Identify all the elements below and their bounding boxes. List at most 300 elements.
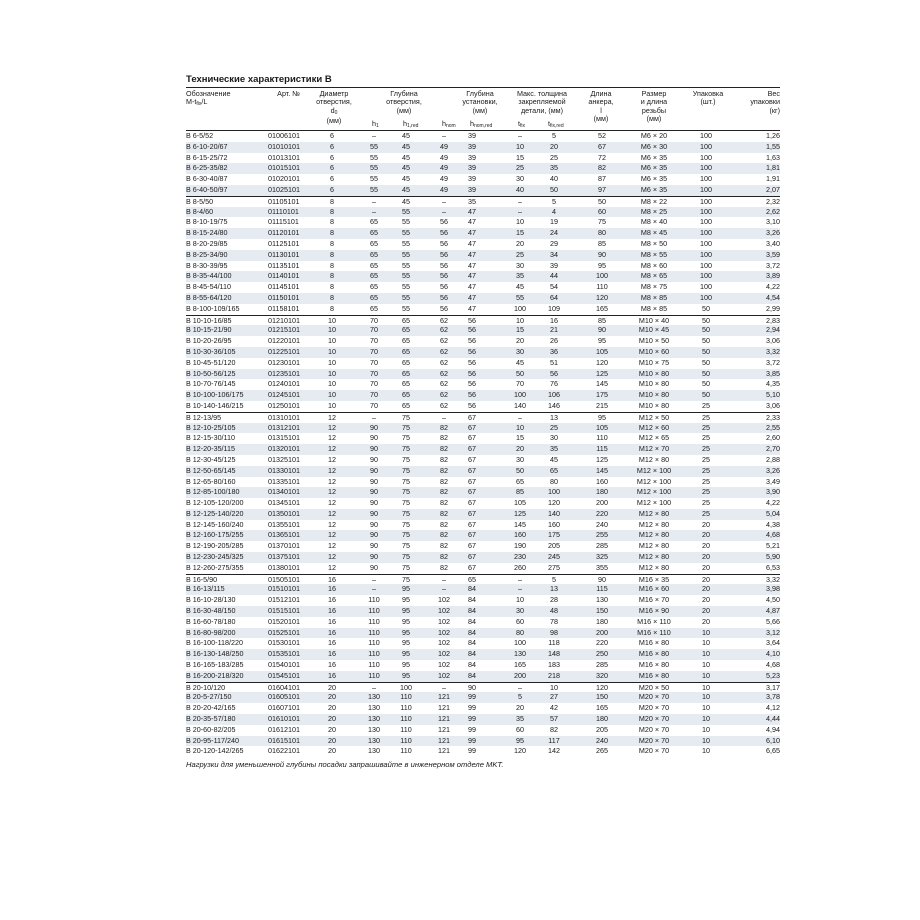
cell-designation: B 12-65-80/160 (186, 476, 236, 486)
cell-h1: – (372, 196, 376, 206)
cell-h1red: 95 (402, 584, 410, 594)
cell-designation: B 10-20-26/95 (186, 336, 232, 346)
cell-hnom: 62 (440, 336, 448, 346)
cell-diameter: 20 (328, 714, 336, 724)
cell-hnomred: 67 (468, 422, 476, 432)
cell-tfix: 45 (516, 357, 524, 367)
cell-art: 01310101 (268, 412, 300, 422)
cell-art: 01335101 (268, 476, 300, 486)
cell-hnom: 102 (438, 670, 450, 680)
cell-h1: 110 (368, 616, 380, 626)
cell-h1: 90 (370, 476, 378, 486)
cell-tfixred: 10 (550, 682, 558, 692)
cell-h1red: 110 (400, 735, 412, 745)
cell-h1: 70 (370, 315, 378, 325)
cell-pack: 10 (702, 703, 710, 713)
cell-tfixred: 20 (550, 141, 558, 151)
cell-thread: M12 × 80 (638, 562, 670, 572)
header-tfixred: $t_{fix,red}$ (548, 119, 564, 129)
cell-pack: 10 (702, 682, 710, 692)
cell-h1red: 95 (402, 660, 410, 670)
cell-tfixred: 13 (550, 584, 558, 594)
cell-weight: 3,85 (766, 368, 780, 378)
cell-length: 110 (596, 433, 608, 443)
cell-thread: M12 × 50 (638, 412, 670, 422)
cell-hnomred: 56 (468, 336, 476, 346)
cell-hnomred: 67 (468, 465, 476, 475)
cell-tfix: 260 (514, 562, 526, 572)
cell-h1red: 75 (402, 508, 410, 518)
cell-thread: M12 × 100 (636, 498, 672, 508)
table-row (186, 379, 780, 390)
cell-h1red: 75 (402, 476, 410, 486)
cell-length: 285 (596, 660, 608, 670)
cell-hnomred: 84 (468, 616, 476, 626)
cell-tfixred: 82 (550, 724, 558, 734)
cell-tfixred: 183 (548, 660, 560, 670)
cell-designation: B 6-40-50/97 (186, 184, 228, 194)
cell-diameter: 8 (330, 260, 334, 270)
cell-h1: 70 (370, 379, 378, 389)
cell-tfix: 100 (514, 303, 526, 313)
table-row (186, 617, 780, 628)
cell-tfix: 95 (516, 735, 524, 745)
header-h1: $h_1$ (372, 119, 379, 129)
table-row (186, 336, 780, 347)
cell-diameter: 8 (330, 228, 334, 238)
cell-h1red: 110 (400, 714, 412, 724)
cell-designation: B 12-125-140/220 (186, 508, 244, 518)
cell-pack: 10 (702, 649, 710, 659)
cell-hnomred: 67 (468, 530, 476, 540)
table-header (186, 88, 780, 130)
cell-diameter: 8 (330, 196, 334, 206)
cell-h1red: 75 (402, 562, 410, 572)
cell-thread: M16 × 110 (637, 616, 671, 626)
cell-pack: 100 (700, 163, 712, 173)
cell-designation: B 8-30-39/95 (186, 260, 228, 270)
cell-tfix: – (518, 682, 522, 692)
cell-hnom: 121 (438, 746, 450, 756)
cell-length: 95 (598, 412, 606, 422)
table-row (186, 595, 780, 606)
cell-length: 87 (598, 174, 606, 184)
cell-pack: 25 (702, 444, 710, 454)
cell-designation: B 12-230-245/325 (186, 552, 244, 562)
cell-length: 265 (596, 746, 608, 756)
cell-weight: 3,64 (766, 638, 780, 648)
cell-thread: M16 × 35 (638, 574, 670, 584)
cell-length: 95 (598, 336, 606, 346)
cell-tfix: 10 (516, 595, 524, 605)
cell-hnomred: 47 (468, 282, 476, 292)
cell-h1: 90 (370, 562, 378, 572)
cell-hnomred: 67 (468, 508, 476, 518)
cell-length: 125 (596, 454, 608, 464)
cell-h1red: 75 (402, 412, 410, 422)
cell-designation: B 16-165-183/285 (186, 660, 244, 670)
cell-length: 130 (596, 595, 608, 605)
cell-length: 150 (596, 606, 608, 616)
cell-h1red: 75 (402, 433, 410, 443)
cell-art: 01010101 (268, 141, 300, 151)
cell-hnom: – (442, 682, 446, 692)
cell-thread: M8 × 50 (640, 238, 668, 248)
cell-hnom: 121 (438, 735, 450, 745)
cell-tfix: – (518, 206, 522, 216)
cell-tfixred: 76 (550, 379, 558, 389)
cell-diameter: 12 (328, 530, 336, 540)
cell-h1: 70 (370, 357, 378, 367)
cell-diameter: 12 (328, 454, 336, 464)
cell-thread: M8 × 40 (640, 217, 668, 227)
cell-length: 165 (596, 303, 608, 313)
cell-h1: 90 (370, 530, 378, 540)
cell-weight: 3,78 (766, 692, 780, 702)
cell-designation: B 10-50-56/125 (186, 368, 236, 378)
cell-tfix: 200 (514, 670, 526, 680)
cell-weight: 1,81 (766, 163, 780, 173)
cell-h1: – (372, 412, 376, 422)
cell-art: 01115101 (268, 217, 299, 227)
cell-hnom: 121 (438, 724, 450, 734)
cell-art: 01520101 (268, 616, 300, 626)
cell-weight: 2,60 (766, 433, 780, 443)
cell-length: 160 (596, 476, 608, 486)
cell-length: 125 (596, 368, 608, 378)
cell-tfix: 55 (516, 292, 524, 302)
cell-art: 01015101 (268, 163, 300, 173)
cell-length: 255 (596, 530, 608, 540)
table-row (186, 228, 780, 239)
cell-h1red: 45 (402, 184, 410, 194)
cell-weight: 5,21 (766, 541, 780, 551)
cell-hnomred: 67 (468, 562, 476, 572)
cell-thread: M16 × 90 (638, 606, 670, 616)
cell-weight: 5,10 (766, 390, 780, 400)
cell-hnomred: 99 (468, 724, 476, 734)
cell-tfixred: 65 (550, 465, 558, 475)
cell-hnom: 82 (440, 519, 448, 529)
cell-pack: 10 (702, 735, 710, 745)
cell-h1: 90 (370, 454, 378, 464)
cell-hnom: 102 (438, 606, 450, 616)
cell-pack: 25 (702, 487, 710, 497)
cell-art: 01545101 (268, 670, 300, 680)
cell-pack: 10 (702, 627, 710, 637)
cell-designation: B 8-10-19/75 (186, 217, 228, 227)
cell-length: 120 (596, 357, 608, 367)
cell-tfix: 30 (516, 260, 524, 270)
cell-art: 01505101 (268, 574, 300, 584)
cell-hnom: 56 (440, 217, 448, 227)
cell-length: 115 (596, 444, 608, 454)
cell-hnom: 82 (440, 433, 448, 443)
cell-hnom: 82 (440, 552, 448, 562)
table-row (186, 574, 780, 585)
cell-diameter: 12 (328, 412, 336, 422)
cell-weight: 6,53 (766, 562, 780, 572)
cell-length: 175 (596, 390, 608, 400)
table-row (186, 163, 780, 174)
cell-tfixred: 21 (550, 325, 558, 335)
cell-weight: 6,65 (766, 746, 780, 756)
table-row (186, 304, 780, 315)
cell-length: 180 (596, 487, 608, 497)
cell-designation: B 12-15-30/110 (186, 433, 236, 443)
cell-hnom: 102 (438, 660, 450, 670)
cell-h1red: 75 (402, 498, 410, 508)
cell-art: 01145101 (268, 282, 300, 292)
cell-tfixred: 26 (550, 336, 558, 346)
cell-tfix: 30 (516, 454, 524, 464)
cell-diameter: 10 (328, 325, 336, 335)
cell-hnom: 82 (440, 422, 448, 432)
cell-hnomred: 39 (468, 152, 476, 162)
cell-h1: 130 (368, 724, 380, 734)
table-row (186, 423, 780, 434)
cell-length: 355 (596, 562, 608, 572)
cell-pack: 20 (702, 616, 710, 626)
cell-art: 01535101 (268, 649, 300, 659)
cell-tfix: 160 (514, 530, 526, 540)
header-art: Арт. № (277, 89, 300, 98)
table-row (186, 369, 780, 380)
cell-hnomred: 56 (468, 390, 476, 400)
cell-thread: M6 × 35 (640, 163, 668, 173)
cell-h1: 55 (370, 174, 378, 184)
cell-art: 01350101 (268, 508, 300, 518)
cell-hnomred: 47 (468, 260, 476, 270)
cell-h1red: 55 (402, 260, 410, 270)
cell-hnomred: 47 (468, 206, 476, 216)
cell-designation: B 10-10-16/85 (186, 315, 232, 325)
cell-art: 01013101 (268, 152, 300, 162)
cell-h1red: 55 (402, 249, 410, 259)
cell-tfix: 30 (516, 346, 524, 356)
cell-pack: 100 (700, 174, 712, 184)
cell-pack: 50 (702, 325, 710, 335)
cell-h1red: 65 (402, 325, 410, 335)
cell-hnomred: 39 (468, 141, 476, 151)
cell-weight: 2,32 (766, 196, 780, 206)
cell-pack: 25 (702, 412, 710, 422)
header-hnomred: $h_{nom,red}$ (470, 119, 493, 129)
cell-h1: 90 (370, 422, 378, 432)
cell-h1: 65 (370, 238, 378, 248)
cell-thread: M16 × 80 (638, 660, 670, 670)
cell-thread: M12 × 60 (638, 422, 670, 432)
cell-length: 285 (596, 541, 608, 551)
cell-tfixred: 117 (548, 735, 560, 745)
cell-length: 165 (596, 703, 608, 713)
cell-length: 220 (596, 638, 608, 648)
cell-weight: 3,06 (766, 336, 780, 346)
cell-hnomred: 47 (468, 249, 476, 259)
cell-pack: 10 (702, 746, 710, 756)
cell-diameter: 12 (328, 508, 336, 518)
cell-h1: – (372, 131, 376, 140)
cell-designation: B 16-60-78/180 (186, 616, 236, 626)
cell-hnomred: 67 (468, 444, 476, 454)
cell-hnom: 121 (438, 692, 450, 702)
cell-h1: 55 (370, 163, 378, 173)
cell-art: 01370101 (268, 541, 300, 551)
cell-length: 90 (598, 574, 606, 584)
cell-length: 105 (596, 422, 608, 432)
cell-hnom: 62 (440, 315, 448, 325)
cell-tfix: 20 (516, 444, 524, 454)
cell-length: 150 (596, 692, 608, 702)
cell-tfixred: 100 (548, 487, 560, 497)
header-length: Длина анкера, l (мм) (588, 89, 614, 124)
cell-designation: B 10-15-21/90 (186, 325, 232, 335)
cell-tfixred: 19 (550, 217, 558, 227)
cell-hnomred: 67 (468, 412, 476, 422)
cell-h1red: 55 (402, 271, 410, 281)
cell-diameter: 12 (328, 487, 336, 497)
cell-h1red: 55 (402, 206, 410, 216)
table-row (186, 530, 780, 541)
cell-hnomred: 56 (468, 368, 476, 378)
cell-designation: B 12-160-175/255 (186, 530, 244, 540)
cell-h1: 65 (370, 292, 378, 302)
cell-h1: 110 (368, 649, 380, 659)
cell-designation: B 16-130-148/250 (186, 649, 244, 659)
cell-h1: 55 (370, 152, 378, 162)
cell-tfix: 70 (516, 379, 524, 389)
cell-art: 01615101 (268, 735, 300, 745)
header-thickness: Макс. толщина закрепляемой детали, (мм) (516, 89, 568, 115)
cell-weight: 3,26 (766, 465, 780, 475)
cell-diameter: 20 (328, 682, 336, 692)
cell-pack: 25 (702, 400, 710, 410)
cell-h1: 70 (370, 400, 378, 410)
cell-pack: 100 (700, 271, 712, 281)
cell-thread: M16 × 80 (638, 670, 670, 680)
table-row (186, 692, 780, 703)
cell-art: 01105101 (268, 196, 300, 206)
cell-tfix: 20 (516, 703, 524, 713)
cell-tfixred: 5 (552, 196, 556, 206)
cell-diameter: 16 (328, 627, 336, 637)
cell-hnomred: 84 (468, 627, 476, 637)
cell-hnomred: 56 (468, 357, 476, 367)
cell-thread: M8 × 85 (640, 292, 668, 302)
cell-length: 95 (598, 260, 606, 270)
cell-length: 85 (598, 238, 606, 248)
table-row (186, 725, 780, 736)
cell-h1red: 75 (402, 454, 410, 464)
cell-length: 115 (596, 584, 608, 594)
cell-tfix: 145 (514, 519, 526, 529)
cell-pack: 25 (702, 422, 710, 432)
cell-tfixred: 98 (550, 627, 558, 637)
cell-hnom: 82 (440, 454, 448, 464)
cell-thread: M8 × 75 (640, 282, 668, 292)
cell-tfix: 105 (514, 498, 526, 508)
table-row (186, 250, 780, 261)
cell-length: 80 (598, 228, 606, 238)
cell-tfixred: 160 (548, 519, 560, 529)
cell-designation: B 12-13/95 (186, 412, 222, 422)
cell-h1: – (372, 682, 376, 692)
cell-tfix: 30 (516, 174, 524, 184)
cell-tfix: 100 (514, 638, 526, 648)
cell-h1: 90 (370, 498, 378, 508)
cell-weight: 3,26 (766, 228, 780, 238)
cell-art: 01525101 (268, 627, 300, 637)
cell-h1red: 55 (402, 303, 410, 313)
cell-tfixred: 142 (548, 746, 560, 756)
cell-art: 01130101 (268, 249, 300, 259)
table-row (186, 433, 780, 444)
table-row (186, 714, 780, 725)
table-row (186, 703, 780, 714)
cell-pack: 100 (700, 196, 712, 206)
cell-diameter: 16 (328, 584, 336, 594)
cell-thread: M8 × 25 (640, 206, 668, 216)
cell-art: 01125101 (268, 238, 300, 248)
cell-thread: M16 × 110 (637, 627, 671, 637)
cell-hnomred: 84 (468, 584, 476, 594)
cell-thread: M20 × 70 (638, 714, 670, 724)
cell-pack: 25 (702, 433, 710, 443)
table-row (186, 746, 780, 757)
cell-h1red: 95 (402, 638, 410, 648)
cell-h1: 65 (370, 282, 378, 292)
cell-h1: 65 (370, 228, 378, 238)
cell-thread: M6 × 35 (640, 152, 668, 162)
cell-art: 01540101 (268, 660, 300, 670)
cell-art: 01622101 (268, 746, 300, 756)
cell-designation: B 8-4/60 (186, 206, 214, 216)
cell-diameter: 12 (328, 541, 336, 551)
cell-length: 120 (596, 292, 608, 302)
cell-designation: B 8-35-44/100 (186, 271, 232, 281)
cell-h1red: 65 (402, 368, 410, 378)
cell-diameter: 12 (328, 498, 336, 508)
cell-tfixred: 30 (550, 433, 558, 443)
cell-designation: B 10-45-51/120 (186, 357, 236, 367)
cell-thread: M10 × 80 (638, 368, 670, 378)
cell-tfixred: 64 (550, 292, 558, 302)
cell-weight: 2,70 (766, 444, 780, 454)
cell-h1red: 75 (402, 541, 410, 551)
cell-thread: M12 × 65 (638, 433, 670, 443)
cell-designation: B 6-10-20/67 (186, 141, 228, 151)
cell-h1red: 75 (402, 422, 410, 432)
cell-hnom: 56 (440, 303, 448, 313)
cell-hnom: 102 (438, 616, 450, 626)
cell-hnomred: 99 (468, 692, 476, 702)
cell-designation: B 12-85-100/180 (186, 487, 240, 497)
cell-hnom: – (442, 584, 446, 594)
cell-h1red: 95 (402, 649, 410, 659)
cell-art: 01230101 (268, 357, 300, 367)
cell-length: 200 (596, 498, 608, 508)
cell-hnomred: 47 (468, 271, 476, 281)
cell-art: 01605101 (268, 692, 300, 702)
header-designation: Обозначение $M-t_{fix}/L$ (186, 89, 231, 108)
table-row (186, 412, 780, 423)
table-body (186, 131, 780, 757)
cell-art: 01380101 (268, 562, 300, 572)
cell-pack: 100 (700, 131, 712, 140)
cell-hnom: – (442, 196, 446, 206)
cell-weight: 3,10 (766, 217, 780, 227)
cell-tfix: 10 (516, 141, 524, 151)
